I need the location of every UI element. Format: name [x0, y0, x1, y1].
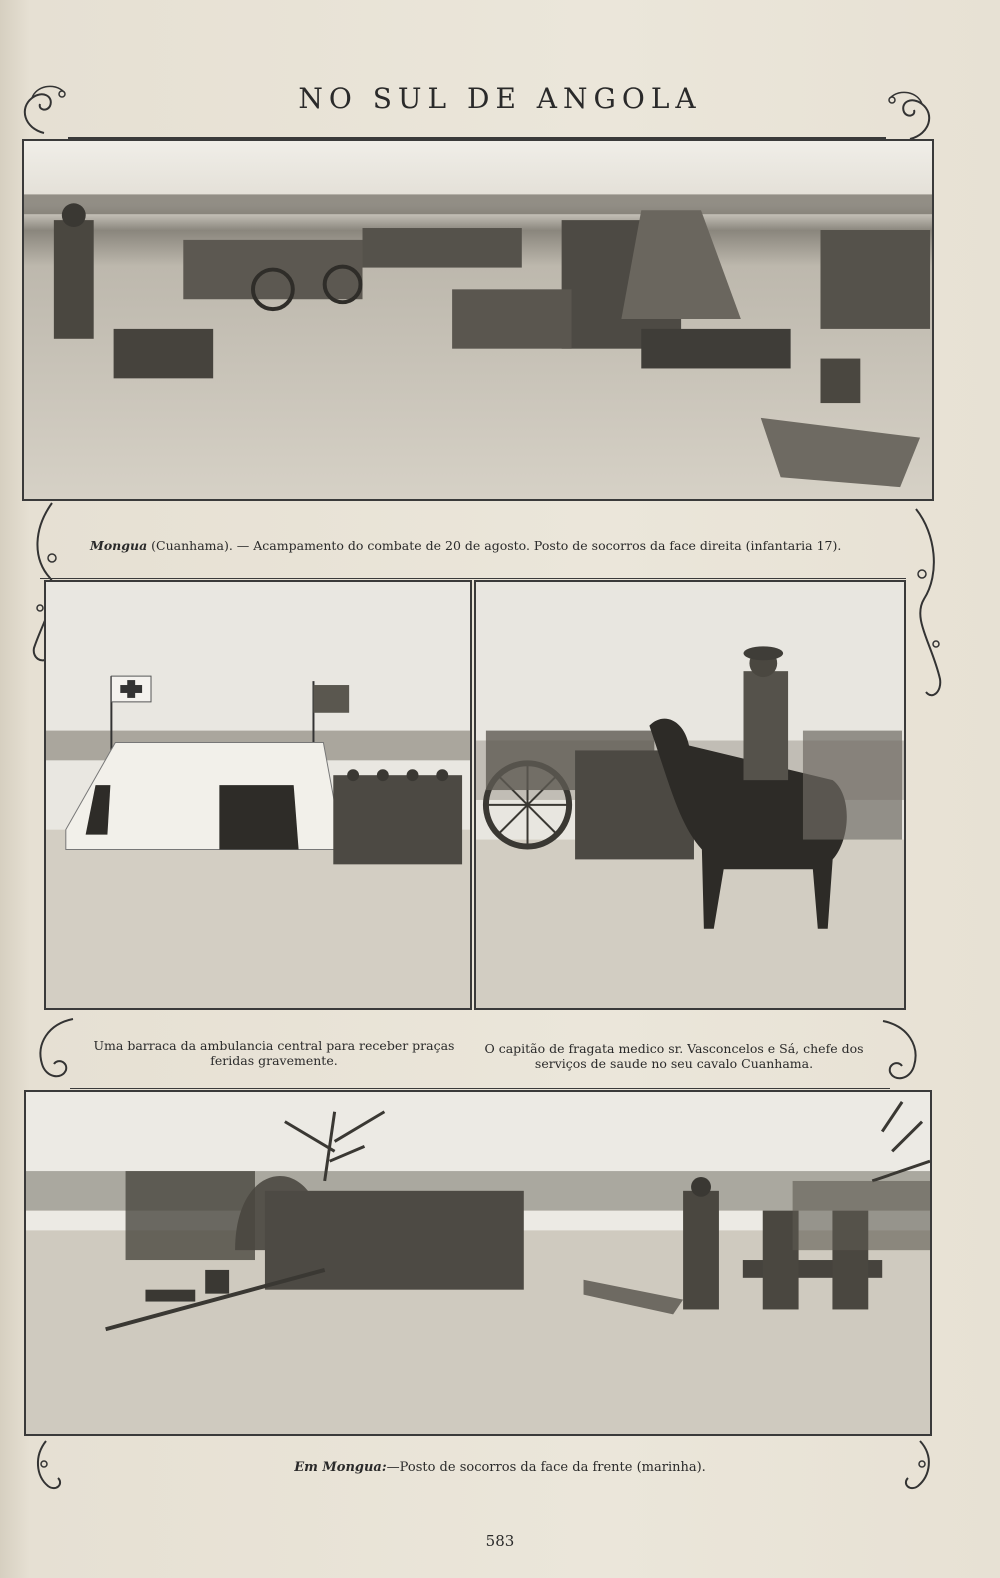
frame-rule: [70, 1088, 890, 1089]
caption-bottom-text: —Posto de socorros da face da frente (marinha).: [386, 1460, 706, 1475]
caption-middle-right: O capitão de fragata medico sr. Vasconcelos e Sá, chefe dos serviços de saude no seu cavalo Cuanhama.: [484, 1041, 864, 1071]
scroll-ornament-icon: [868, 1016, 928, 1092]
page-title: NO SUL DE ANGOLA: [298, 82, 702, 115]
page-number: 583: [485, 1532, 515, 1550]
scroll-ornament-icon: [26, 1436, 86, 1496]
caption-middle-left: Uma barraca da ambulancia central para receber praças feridas gravemente.: [93, 1038, 455, 1068]
caption-bottom-place: Em Mongua:: [294, 1460, 387, 1475]
scroll-ornament-icon: [28, 1014, 88, 1090]
scroll-ornament-icon: [880, 1436, 940, 1498]
photo-camp-mongua: [22, 139, 934, 501]
photo-first-aid-post: [24, 1090, 932, 1436]
caption-top-text: (Cuanhama). — Acampamento do combate de 20 de agosto. Posto de socorros da face direita (infantaria 17).: [147, 538, 842, 553]
caption-bottom: [250, 1460, 750, 1475]
caption-top: [90, 538, 890, 553]
scroll-ornament-icon: [14, 78, 74, 138]
frame-rule: [40, 578, 906, 579]
caption-top-place: Mongua: [90, 538, 148, 553]
photo-ambulance-tent: [44, 580, 472, 1010]
scroll-ornament-icon: [880, 84, 940, 144]
photo-captain-horse: [474, 580, 906, 1010]
